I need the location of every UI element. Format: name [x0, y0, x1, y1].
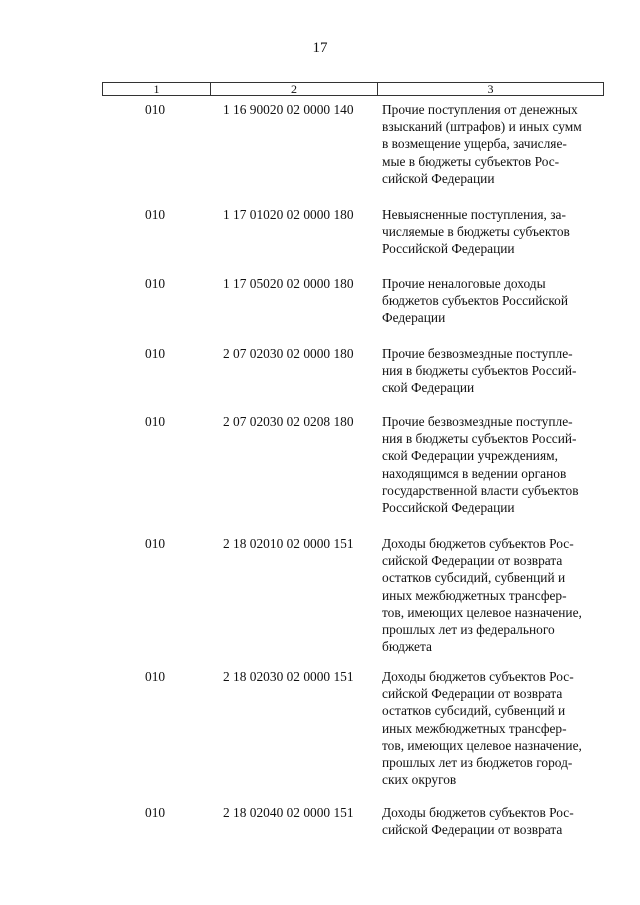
- row-code: 010: [145, 276, 166, 291]
- row-description-line: бюджета: [382, 639, 432, 655]
- row-description-line: мые в бюджеты субъектов Рос-: [382, 153, 560, 169]
- row-description-line: Прочие безвозмездные поступле-: [382, 414, 573, 429]
- row-description: [382, 101, 607, 187]
- row-description-line: остатков субсидий, субвенций и: [382, 703, 566, 719]
- row-classification-code: 1 17 01020 02 0000 180: [223, 207, 354, 222]
- row-code: 010: [145, 102, 166, 117]
- row-code: 010: [145, 346, 166, 361]
- row-classification-code: 2 18 02040 02 0000 151: [223, 805, 354, 820]
- row-description-line: Доходы бюджетов субъектов Рос-: [382, 805, 574, 820]
- row-description-line: ской Федерации учреждениям,: [382, 448, 558, 464]
- row-description-line: ской Федерации: [382, 380, 475, 396]
- row-classification-code: 2 07 02030 02 0208 180: [223, 414, 354, 429]
- row-classification-code: 2 07 02030 02 0000 180: [223, 346, 354, 361]
- row-code: 010: [145, 805, 166, 820]
- header-col-3: 3: [487, 82, 494, 96]
- row-description-line: Доходы бюджетов субъектов Рос-: [382, 669, 574, 684]
- row-description-line: ния в бюджеты субъектов Россий-: [382, 431, 577, 447]
- row-description-line: прошлых лет из бюджетов город-: [382, 755, 573, 771]
- row-description-line: государственной власти субъектов: [382, 482, 579, 498]
- row-description: [382, 206, 607, 258]
- row-classification-code: 1 16 90020 02 0000 140: [223, 102, 354, 117]
- row-description: [382, 804, 607, 838]
- row-description-line: сийской Федерации от возврата: [382, 822, 563, 838]
- row-classification-code: 1 17 05020 02 0000 180: [223, 276, 354, 291]
- row-description: [382, 345, 607, 397]
- row-description-line: Невыясненные поступления, за-: [382, 207, 566, 222]
- row-description: [382, 413, 607, 516]
- row-description-line: Российской Федерации: [382, 241, 515, 257]
- row-description-line: ских округов: [382, 772, 457, 788]
- row-code: 010: [145, 207, 166, 222]
- row-description-line: бюджетов субъектов Российской: [382, 293, 569, 309]
- row-description-line: тов, имеющих целевое назначение,: [382, 604, 582, 620]
- row-code: 010: [145, 669, 166, 684]
- row-description: [382, 535, 607, 655]
- row-description-line: сийской Федерации от возврата: [382, 686, 563, 702]
- row-description-line: Федерации: [382, 310, 446, 326]
- row-description-line: находящимся в ведении органов: [382, 465, 567, 481]
- table-header: [102, 82, 604, 96]
- header-col-1: 1: [103, 83, 211, 95]
- row-description-line: числяемые в бюджеты субъектов: [382, 224, 570, 240]
- row-description-line: Российской Федерации: [382, 500, 515, 516]
- row-description-line: ния в бюджеты субъектов Россий-: [382, 363, 577, 379]
- row-description-line: сийской Федерации: [382, 170, 495, 186]
- header-col-2: 2: [211, 83, 378, 95]
- row-description-line: Прочие безвозмездные поступле-: [382, 346, 573, 361]
- row-description-line: иных межбюджетных трансфер-: [382, 720, 567, 736]
- row-description-line: тов, имеющих целевое назначение,: [382, 737, 582, 753]
- row-code: 010: [145, 414, 166, 429]
- row-description-line: Доходы бюджетов субъектов Рос-: [382, 536, 574, 551]
- page-number: 17: [312, 40, 328, 56]
- row-description-line: сийской Федерации от возврата: [382, 553, 563, 569]
- row-description-line: прошлых лет из федерального: [382, 622, 555, 638]
- row-description-line: взысканий (штрафов) и иных сумм: [382, 119, 582, 135]
- row-description-line: в возмещение ущерба, зачисляе-: [382, 136, 567, 152]
- row-description: [382, 668, 607, 788]
- row-description: [382, 275, 607, 327]
- row-classification-code: 2 18 02030 02 0000 151: [223, 669, 354, 684]
- row-classification-code: 2 18 02010 02 0000 151: [223, 536, 354, 551]
- row-description-line: остатков субсидий, субвенций и: [382, 570, 566, 586]
- row-description-line: иных межбюджетных трансфер-: [382, 587, 567, 603]
- row-description-line: Прочие поступления от денежных: [382, 102, 578, 117]
- row-description-line: Прочие неналоговые доходы: [382, 276, 546, 291]
- row-code: 010: [145, 536, 166, 551]
